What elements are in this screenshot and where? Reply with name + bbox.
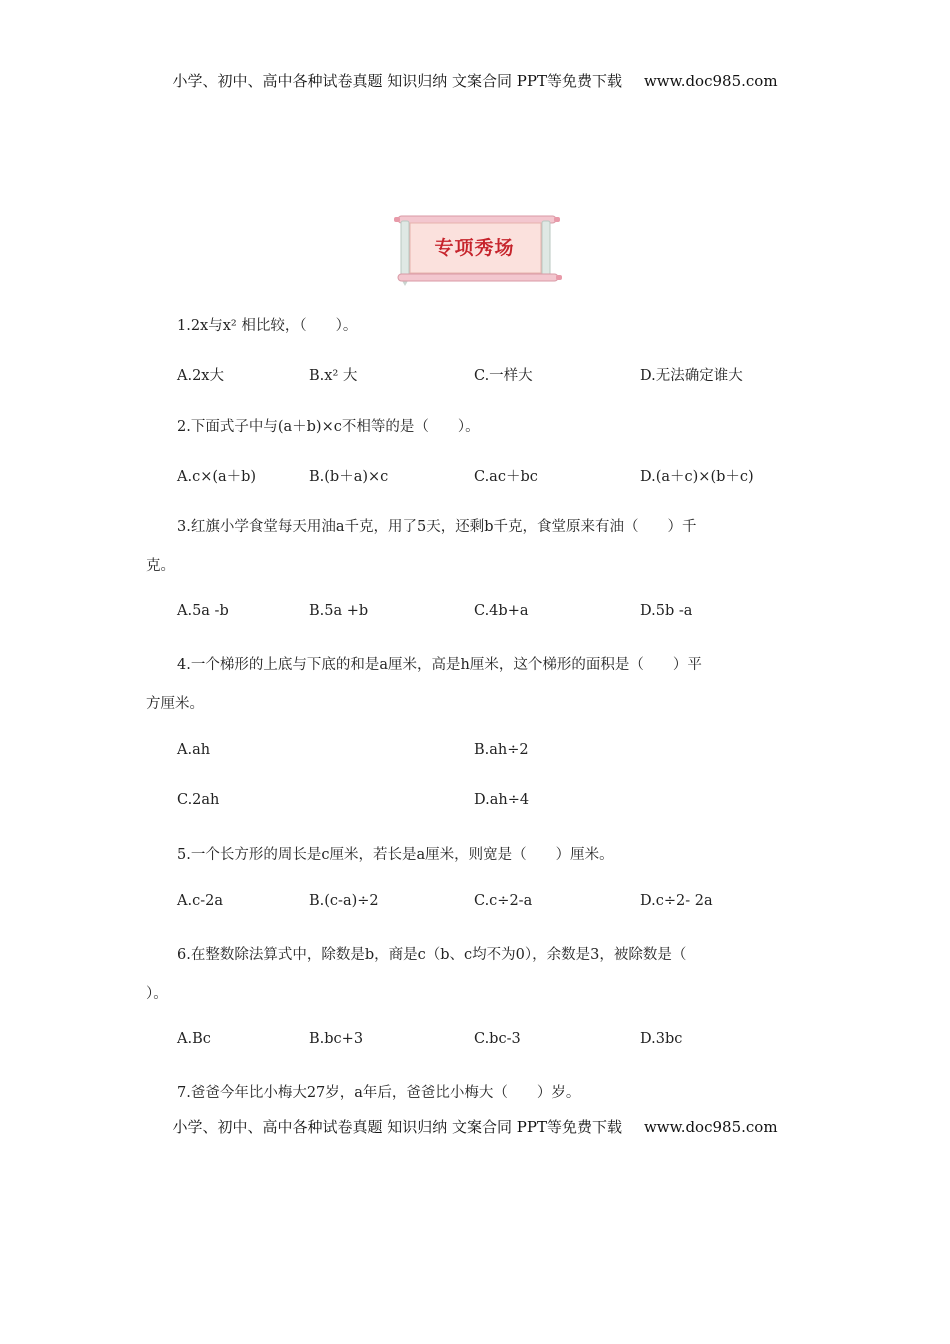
question-1-stem: 1.2x与x² 相比较，（ ）。 — [177, 318, 358, 334]
section-banner — [388, 212, 568, 288]
question-5-option-b: B.(c-a)÷2 — [309, 893, 379, 909]
question-3-option-b: B.5a +b — [309, 603, 369, 619]
question-6-option-c: C.bc-3 — [474, 1031, 521, 1047]
question-3-option-a: A.5a -b — [177, 603, 229, 619]
question-3-stem: 3.红旗小学食堂每天用油a千克，用了5天，还剩b千克，食堂原来有油（ ）千 — [177, 519, 697, 535]
question-2-option-b: B.(b＋a)×c — [309, 469, 389, 485]
question-4-option-d: D.ah÷4 — [474, 792, 530, 808]
question-6-stem: 6.在整数除法算式中，除数是b，商是c（b、c均不为0），余数是3，被除数是（ — [177, 947, 687, 963]
question-1-option-a: A.2x大 — [177, 368, 224, 384]
question-2-option-a: A.c×(a＋b) — [177, 469, 257, 485]
question-1-option-c: C.一样大 — [474, 368, 533, 384]
footer-text: 小学、初中、高中各种试卷真题 知识归纳 文案合同 PPT等免费下载 — [172, 1118, 622, 1136]
question-6-stem-continued: ）。 — [146, 986, 168, 1002]
question-2-option-c: C.ac＋bc — [474, 469, 538, 485]
page-footer — [0, 1116, 950, 1137]
page-header — [0, 70, 950, 91]
section-title: 专项秀场 — [434, 236, 515, 259]
question-4-option-b: B.ah÷2 — [474, 742, 529, 758]
question-5-option-c: C.c÷2-a — [474, 893, 533, 909]
question-6-option-a: A.Bc — [177, 1031, 211, 1047]
question-4-stem: 4.一个梯形的上底与下底的和是a厘米，高是h厘米，这个梯形的面积是（ ）平 — [177, 657, 702, 673]
header-site: www.doc985.com — [643, 72, 778, 90]
question-4-option-a: A.ah — [177, 742, 211, 758]
question-2-stem: 2.下面式子中与(a＋b)×c不相等的是（ ）。 — [177, 419, 480, 435]
question-3-stem-continued: 克。 — [146, 558, 175, 574]
question-4-stem-continued: 方厘米。 — [146, 696, 204, 712]
question-1-option-b: B.x² 大 — [309, 368, 358, 384]
question-4-option-c: C.2ah — [177, 792, 220, 808]
question-7-stem: 7.爸爸今年比小梅大27岁，a年后，爸爸比小梅大（ ）岁。 — [177, 1085, 581, 1101]
question-5-stem: 5.一个长方形的周长是c厘米，若长是a厘米，则宽是（ ）厘米。 — [177, 847, 614, 863]
footer-site: www.doc985.com — [643, 1118, 778, 1136]
question-5-option-d: D.c÷2- 2a — [640, 893, 713, 909]
question-2-option-d: D.(a＋c)×(b＋c) — [640, 469, 754, 485]
question-3-option-d: D.5b -a — [640, 603, 693, 619]
question-5-option-a: A.c-2a — [177, 893, 223, 909]
question-6-option-d: D.3bc — [640, 1031, 683, 1047]
question-6-option-b: B.bc+3 — [309, 1031, 364, 1047]
question-1-option-d: D.无法确定谁大 — [640, 368, 743, 384]
header-text: 小学、初中、高中各种试卷真题 知识归纳 文案合同 PPT等免费下载 — [172, 72, 622, 90]
question-3-option-c: C.4b+a — [474, 603, 529, 619]
